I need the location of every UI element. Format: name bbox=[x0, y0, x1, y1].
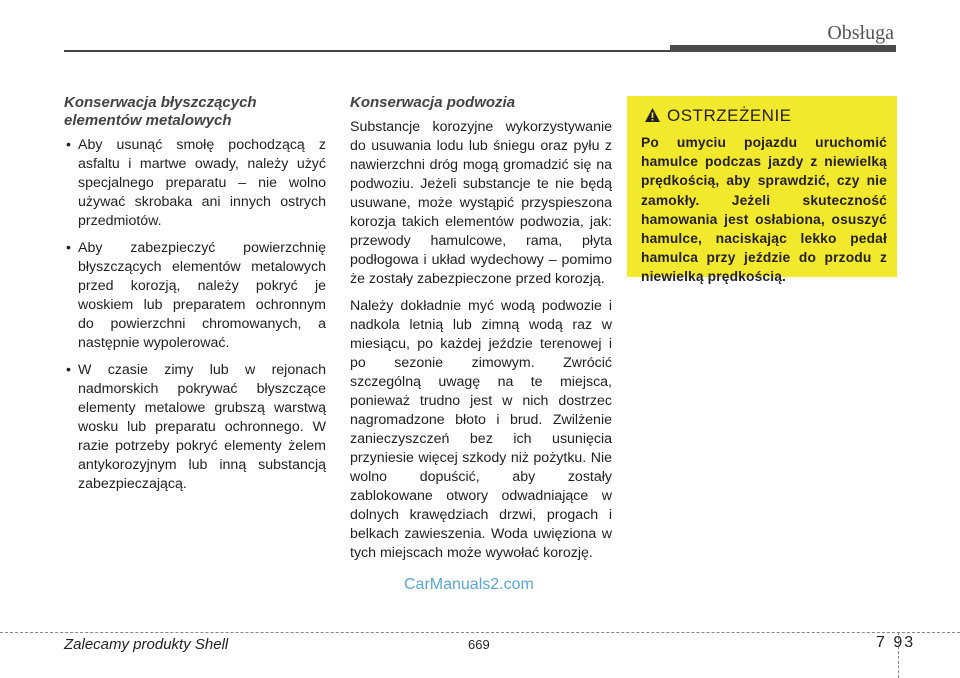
section-title: Obsługa bbox=[827, 22, 894, 44]
warning-text: Po umyciu pojazdu uruchomić hamulce podczas jazdy z niewielką prędkością, aby sprawdzić, czy nie zamokły. Jeżeli skuteczność hamowania jest osłabiona, osuszyć hamulce, naciskając lekko pedał hamulca przy jeździe do przodu z niewielką prędkością. bbox=[641, 135, 887, 285]
watermark-link[interactable]: CarManuals2.com bbox=[404, 576, 534, 593]
page-number-center: 669 bbox=[468, 637, 490, 652]
warning-triangle-icon bbox=[644, 107, 661, 128]
column-underbody-care bbox=[350, 94, 612, 571]
paragraph: Należy dokładnie myć wodą podwozie i nadkola letnią lub zimną wodą raz w miesiącu, po każdej jeździe terenowej i po sezonie zimowym. Zwrócić szczególną uwagę na te miejsca, ponieważ trudno jest w nich dostrzec nagromadzone błoto i brud. Zwilżenie zanieczyszczeń bez ich usunięcia przyniesie więcej szkody niż pożytku. Nie wolno dopuścić, aby zostały zablokowane otwory odwadniające w dolnych krawędziach drzwi, progach i belkach zawieszenia. Woda uwięziona w tych miejscach może wywołać korozję. bbox=[350, 298, 612, 561]
list-item: • W czasie zimy lub w rejonach nadmorskich pokrywać błyszczące elementy metalowe grubszą warstwą wosku lub preparatu ochronnego. W razie potrzeby pokryć elementy żelem antykorozyjnym lub inną substancją zabezpieczającą. bbox=[66, 362, 326, 492]
list-item: • Aby zabezpieczyć powierzchnię błyszczących elementów metalowych przed korozją, należy pokryć je woskiem lub preparatem ochronnym do powierzchni chromowanych, a następnie wypolerować. bbox=[66, 240, 326, 351]
paragraph: Substancje korozyjne wykorzystywanie do usuwania lodu lub śniegu oraz pyłu z nawierzchni dróg mogą gromadzić się na podwoziu. Jeżeli substancje te nie będą usuwane, może wystąpić przyspieszona korozja takich elementów podwozia, jak: przewody hamulcowe, rama, płyta podłogowa i układ wydechowy – pomimo że zostały zabezpieczone przed korozją. bbox=[350, 119, 612, 287]
heading-metal-care: Konserwacja błyszczących elementów metalowych bbox=[64, 94, 257, 129]
header-rule bbox=[64, 50, 684, 52]
column-metal-care bbox=[64, 94, 326, 502]
list-item: • Aby usunąć smołę pochodzącą z asfaltu i martwe owady, należy użyć specjalnego preparatu – nie wolno używać skrobaka ani innych ostrych przedmiotów. bbox=[66, 137, 326, 229]
heading-underbody-care: Konserwacja podwozia bbox=[350, 94, 516, 111]
footer-dashed-rule bbox=[0, 632, 960, 633]
page-number: 7 93 bbox=[876, 634, 916, 651]
warning-title: OSTRZEŻENIE bbox=[644, 106, 792, 128]
warning-box bbox=[627, 96, 897, 285]
footer-left-text: Zalecamy produkty Shell bbox=[64, 636, 229, 653]
header-bar bbox=[670, 45, 896, 52]
